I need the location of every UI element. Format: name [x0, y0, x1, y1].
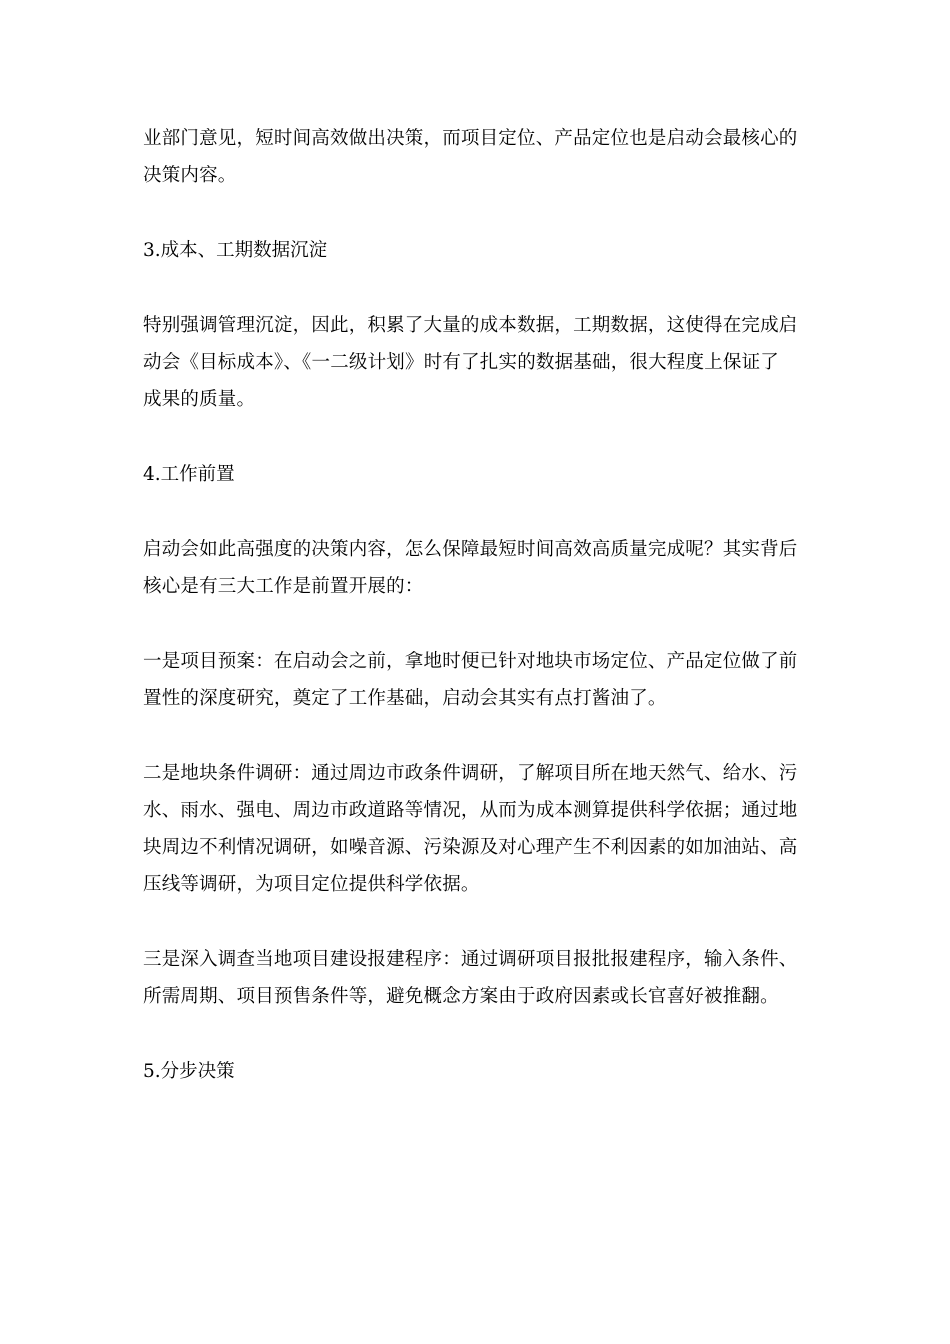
document-body: [143, 120, 811, 1128]
text-line: 压线等调研，为项目定位提供科学依据。: [143, 874, 480, 895]
text-line: 业部门意见，短时间高效做出决策，而项目定位、产品定位也是启动会最核心的: [143, 128, 798, 149]
text-line: 一是项目预案：在启动会之前，拿地时便已针对地块市场定位、产品定位做了前: [143, 651, 798, 672]
text-line: 置性的深度研究，奠定了工作基础，启动会其实有点打酱油了。: [143, 688, 667, 709]
text-line: 特别强调管理沉淀，因此，积累了大量的成本数据，工期数据，这使得在完成启: [143, 315, 798, 336]
heading-cost-schedule-data: 3.成本、工期数据沉淀: [143, 240, 328, 261]
text-line: 块周边不利情况调研，如噪音源、污染源及对心理产生不利因素的如加油站、高: [143, 837, 798, 858]
text-line: 三是深入调查当地项目建设报建程序：通过调研项目报批报建程序，输入条件、: [143, 949, 798, 970]
paragraph-management-accumulation: [143, 307, 811, 418]
paragraph-intro-three-works: [143, 531, 811, 605]
text-line: 水、雨水、强电、周边市政道路等情况，从而为成本测算提供科学依据；通过地: [143, 800, 798, 821]
text-line: 启动会如此高强度的决策内容，怎么保障最短时间高效高质量完成呢？其实背后: [143, 539, 798, 560]
paragraph-approval-procedure: [143, 941, 811, 1015]
text-line: 核心是有三大工作是前置开展的：: [143, 576, 424, 597]
heading-step-decision: 5.分步决策: [143, 1061, 235, 1082]
text-line: 二是地块条件调研：通过周边市政条件调研，了解项目所在地天然气、给水、污: [143, 763, 798, 784]
text-line: 成果的质量。: [143, 389, 256, 410]
text-line: 决策内容。: [143, 165, 237, 186]
paragraph-site-survey: [143, 755, 811, 903]
paragraph-project-plan: [143, 643, 811, 717]
paragraph-decision-content: [143, 120, 811, 194]
heading-work-front-loading: 4.工作前置: [143, 464, 235, 485]
text-line: 所需周期、项目预售条件等，避免概念方案由于政府因素或长官喜好被推翻。: [143, 986, 779, 1007]
text-line: 动会《目标成本》、《一二级计划》时有了扎实的数据基础，很大程度上保证了: [143, 352, 780, 373]
